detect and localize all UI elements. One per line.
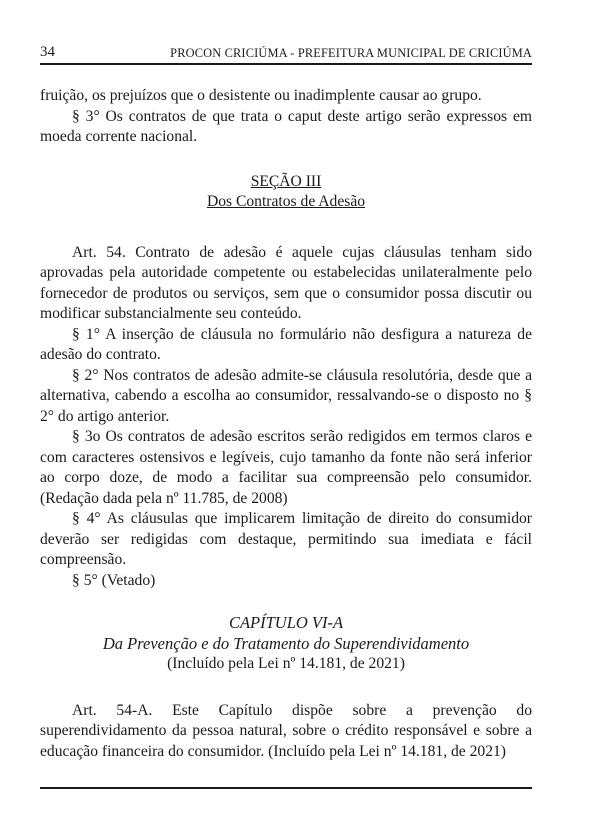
- continued-paragraph: fruição, os prejuízos que o desistente ou inadimplente causar ao grupo.: [40, 87, 482, 104]
- page-header: [40, 41, 532, 65]
- article-54-paragraph-5: § 5° (Vetado): [72, 571, 156, 589]
- running-title: PROCON CRICIÚMA - PREFEITURA MUNICIPAL DE CRICIÚMA: [170, 46, 532, 60]
- article-54-paragraph-2: § 2° Nos contratos de adesão admite-se cláusula resolutória, desde que a alternativa, cabendo a escolha ao consumidor, ressalvando-se o disposto no § 2° do artigo anterior.: [40, 366, 532, 425]
- page-number: 34: [40, 44, 55, 60]
- article-54-a: Art. 54-A. Este Capítulo dispõe sobre a prevenção do superendividamento da pessoa natural, sobre o crédito responsável e sobre a educação financeira do consumidor. (Incluído pela Lei nº 14.181, de 2021): [40, 701, 532, 760]
- article-54-paragraph-1: § 1° A inserção de cláusula no formulário não desfigura a natureza de adesão do contrato.: [40, 325, 532, 363]
- chapter-note: (Incluído pela Lei nº 14.181, de 2021): [167, 655, 405, 672]
- article-54-paragraph-4: § 4° As cláusulas que implicarem limitação de direito do consumidor deverão ser redigidas com destaque, permitindo sua imediata e fácil compreensão.: [40, 510, 532, 568]
- footer-rule: [40, 787, 532, 789]
- article-54-paragraph-3: § 3o Os contratos de adesão escritos serão redigidos em termos claros e com caracteres ostensivos e legíveis, cujo tamanho da fonte não será inferior ao corpo doze, de modo a facilitar sua compreensão pelo consumidor. (Redação dada pela nº 11.785, de 2008): [40, 428, 532, 507]
- chapter-subtitle: Da Prevenção e do Tratamento do Superendividamento: [102, 633, 470, 653]
- section-subtitle: Dos Contratos de Adesão: [206, 193, 366, 210]
- section-title: SEÇÃO III: [250, 172, 322, 190]
- paragraph-3: § 3° Os contratos de que trata o caput deste artigo serão expressos em moeda corrente nacional.: [40, 107, 532, 145]
- chapter-title: CAPÍTULO VI-A: [228, 613, 344, 632]
- article-54: Art. 54. Contrato de adesão é aquele cujas cláusulas tenham sido aprovadas pela autoridade competente ou estabelecidas unilateralmente pelo fornecedor de produtos ou serviços, sem que o consumidor possa discutir ou modificar substancialmente seu conteúdo.: [40, 243, 532, 322]
- page-body: [40, 86, 532, 762]
